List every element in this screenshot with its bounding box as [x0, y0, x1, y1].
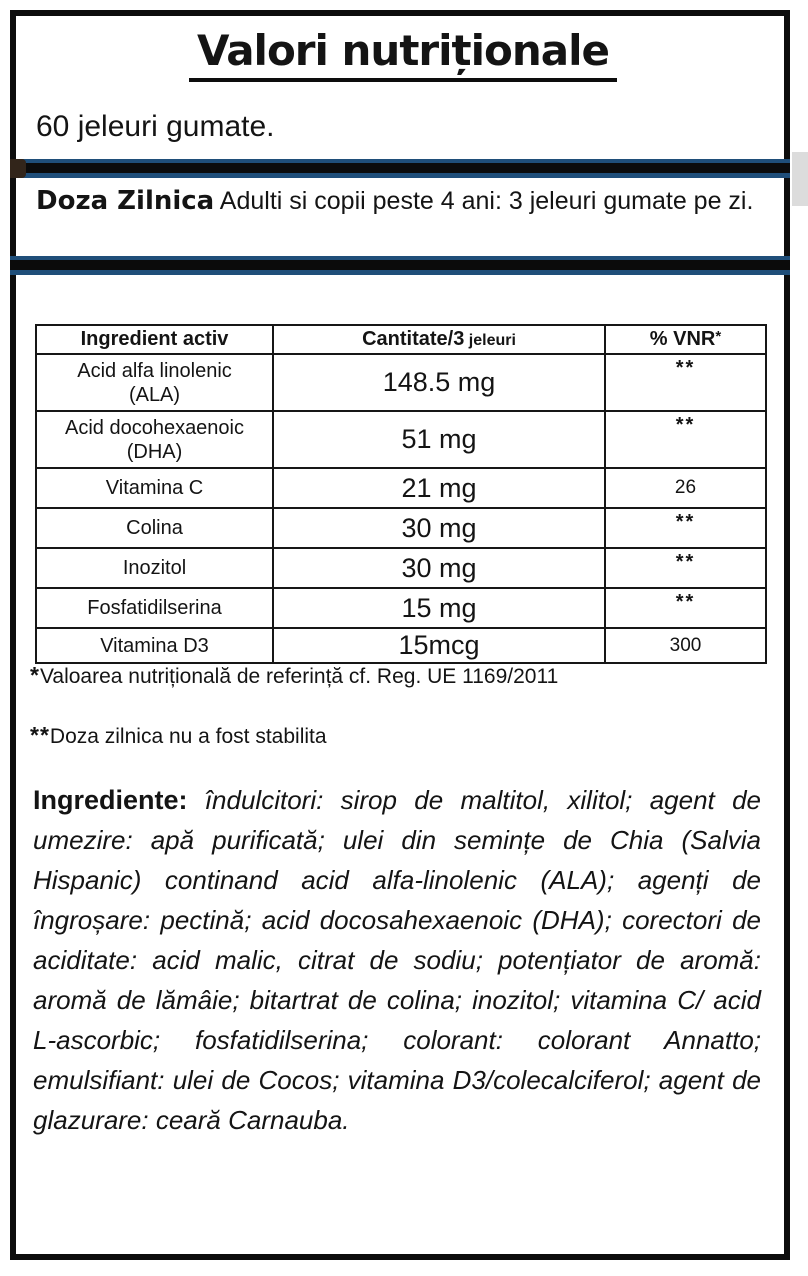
amount-value: 15mcg: [273, 628, 605, 663]
footnote-reference: [30, 662, 760, 689]
vnr-value: **: [605, 411, 766, 468]
vnr-value: 300: [605, 628, 766, 663]
table-row: [36, 468, 766, 508]
table-row: [36, 588, 766, 628]
daily-dose-label: Doza Zilnica: [36, 186, 215, 216]
header-vnr-mark: *: [715, 328, 722, 345]
divider-bar-top: [10, 159, 790, 178]
table-row: [36, 508, 766, 548]
ingredients-text: îndulcitori: sirop de maltitol, xilitol; agent de umezire: apă purificată; ulei din semințe de Chia (Salvia Hispanic) continand acid alfa-linolenic (ALA); agenți de îngroșare: pectină; acid docosahexaenoic (DHA); corectori de aciditate: acid malic, citrat de sodiu; potențiator de aromă: aromă de lămâie; bitartrat de colina; inozitol; vitamina C/ acid L-ascorbic; fosfatidilserina; colorant: colorant Annatto; emulsifiant: ulei de Cocos; vitamina D3/colecalciferol; agent de glazurare: ceară Carnauba.: [33, 785, 761, 1135]
title-wrap: [16, 26, 790, 82]
footnote-reference-text: Valoarea nutrițională de referință cf. Reg. UE 1169/2011: [39, 665, 559, 688]
amount-value: 21 mg: [273, 468, 605, 508]
amount-value: 30 mg: [273, 548, 605, 588]
header-quantity: [273, 325, 605, 354]
ingredient-name: [36, 588, 273, 628]
table-row: [36, 354, 766, 411]
table-row: [36, 628, 766, 663]
header-vnr: [605, 325, 766, 354]
footnote-daily-dose-marker: **: [30, 722, 50, 748]
ingredient-name-line1: Acid docohexaenoic: [64, 416, 244, 439]
ingredient-name: [36, 508, 273, 548]
ingredient-name: [36, 468, 273, 508]
amount-value: 148.5 mg: [273, 354, 605, 411]
footnote-daily-dose: [30, 722, 760, 749]
ingredient-name: [36, 411, 273, 468]
ingredient-name-line2: (ALA): [128, 383, 181, 406]
vnr-value: **: [605, 354, 766, 411]
vnr-value: **: [605, 508, 766, 548]
ingredient-name-line1: Inozitol: [122, 557, 187, 579]
amount-value: 51 mg: [273, 411, 605, 468]
ingredient-name: [36, 548, 273, 588]
divider-end-blob: [10, 159, 26, 178]
table-row: [36, 548, 766, 588]
ingredient-name-line1: Vitamina D3: [100, 634, 209, 657]
divider-bar-bottom: [10, 256, 790, 275]
header-vnr-label: % VNR: [649, 328, 716, 350]
nutrition-table: [35, 324, 767, 664]
amount-value: 30 mg: [273, 508, 605, 548]
ingredient-name-line2: (DHA): [126, 440, 183, 463]
vnr-value: 26: [605, 468, 766, 508]
ingredient-name-line1: Colina: [126, 517, 183, 539]
pack-size-text: 60 jeleuri gumate.: [36, 110, 275, 143]
vnr-value: **: [605, 548, 766, 588]
ingredients-label: Ingrediente:: [33, 785, 188, 815]
header-ingredient: Ingredient activ: [36, 325, 273, 354]
ingredients-paragraph: [33, 780, 761, 1140]
scan-edge-artifact: [792, 152, 808, 206]
ingredient-name-line1: Acid alfa linolenic: [77, 359, 232, 382]
ingredient-name: [36, 354, 273, 411]
vnr-value: **: [605, 588, 766, 628]
ingredient-name-line1: Vitamina C: [105, 477, 204, 499]
header-quantity-main: Cantitate/3: [362, 328, 465, 350]
daily-dose-text: Adulti si copii peste 4 ani: 3 jeleuri gumate pe zi.: [214, 187, 754, 215]
table-header-row: [36, 325, 766, 354]
footnote-reference-marker: *: [30, 662, 40, 688]
footnote-daily-dose-text: Doza zilnica nu a fost stabilita: [49, 725, 327, 748]
ingredient-name: [36, 628, 273, 663]
header-quantity-unit: jeleuri: [464, 332, 516, 349]
daily-dose-line: [36, 186, 766, 216]
page-title: Valori nutriționale: [189, 26, 617, 82]
amount-value: 15 mg: [273, 588, 605, 628]
ingredient-name-line1: Fosfatidilserina: [87, 597, 222, 619]
table-row: [36, 411, 766, 468]
